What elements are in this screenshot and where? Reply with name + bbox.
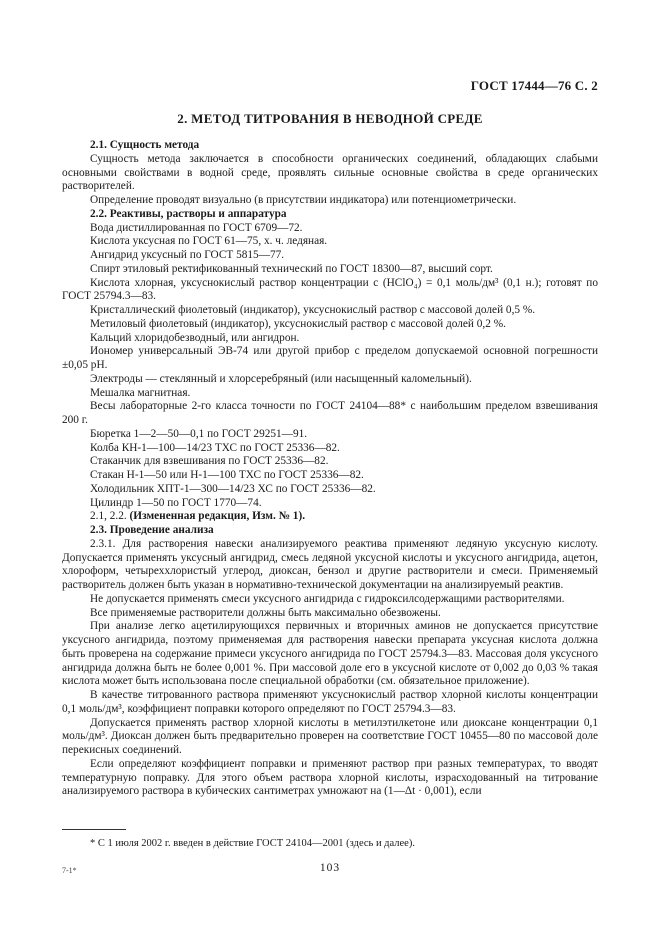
body-paragraph: Сущность метода заключается в способности органических соединений, обладающих слабыми основными свойствами в водной среде, проявлять сильные основные свойства в среде органических растворителей. [62, 152, 598, 193]
body-paragraph: Мешалка магнитная. [90, 386, 191, 399]
document-body [62, 139, 598, 799]
section-title: 2. МЕТОД ТИТРОВАНИЯ В НЕВОДНОЙ СРЕДЕ [177, 111, 483, 126]
footnote: * С 1 июля 2002 г. введен в действие ГОСТ 24104—2001 (здесь и далее). [90, 838, 415, 849]
document-page [62, 0, 598, 936]
body-paragraph: Бюретка 1—2—50—0,1 по ГОСТ 29251—91. [90, 427, 308, 440]
body-paragraph: Метиловый фиолетовый (индикатор), уксуснокислый раствор с массовой долей 0,2 %. [90, 317, 506, 330]
body-paragraph: В качестве титрованного раствора применяют уксуснокислый раствор хлорной кислоты концентрации 0,1 моль/дм³, коэффициент поправки которого определяют по ГОСТ 25794.3—83. [62, 689, 598, 715]
print-mark: 7-1* [62, 866, 77, 875]
body-paragraph: Колба КН-1—100—14/23 ТХС по ГОСТ 25336—82. [90, 441, 340, 454]
footnote-divider [62, 829, 126, 830]
body-paragraph: Определение проводят визуально (в присутствии индикатора) или потенциометрически. [90, 194, 517, 206]
body-paragraph: Кристаллический фиолетовый (индикатор), уксуснокислый раствор с массовой долей 0,5 %. [90, 304, 536, 316]
body-paragraph: При анализе легко ацетилирующихся первичных и вторичных аминов не допускается присутствие уксусного ангидрида, поэтому применяемая для растворения навески препарата уксусная кислота должна быть проверена на содержание примеси уксусного ангидрида по ГОСТ 25794.3—83. Массовая доля уксусного ангидрида должна быть не более 0,001 %. При массовой доле его в уксусной кислоте от 0,002 до 0,03 % такая кислота может быть использована после специальной обработки (см. обязательное приложение). [62, 620, 598, 688]
body-paragraph: Весы лабораторные 2-го класса точности по ГОСТ 24104—88* с наибольшим пределом взвешивания 200 г. [62, 400, 598, 426]
body-paragraph: Холодильник ХПТ-1—300—14/23 ХС по ГОСТ 25336—82. [90, 482, 376, 495]
body-paragraph: Стаканчик для взвешивания по ГОСТ 25336—82. [90, 455, 329, 468]
body-paragraph: Стакан Н-1—50 или Н-1—100 ТХС по ГОСТ 25336—82. [90, 469, 364, 481]
body-paragraph: Электроды — стеклянный и хлорсеребряный (или насыщенный каломельный). [90, 372, 472, 385]
body-paragraph: Кальций хлоридобезводный, или ангидрон. [90, 331, 300, 344]
subsection-heading: 2.3. Проведение анализа [90, 524, 214, 536]
amendment-label: (Измененная редакция, Изм. № 1). [129, 510, 306, 523]
body-paragraph: Кислота уксусная по ГОСТ 61—75, х. ч. ледяная. [90, 235, 328, 248]
subsection-heading: 2.2. Реактивы, растворы и аппаратура [90, 207, 287, 220]
body-paragraph: Цилиндр 1—50 по ГОСТ 1770—74. [90, 496, 262, 509]
body-paragraph: Иономер универсальный ЭВ-74 или другой прибор с пределом допускаемой основной погрешности ±0,05 рН. [62, 345, 598, 371]
body-paragraph: 2.3.1. Для растворения навески анализируемого реактива применяют ледяную уксусную кислоту. Допускается применять уксусный ангидрид, смесь ледяной уксусной кислоты и уксусного ангидрида, ацетон, хлороформ, четыреххлористый углерод, диоксан, бензол и другие растворители и смеси. Применяемый растворитель должен быть указан в нормативно-технической документации на анализируемый реактив. [62, 537, 598, 591]
body-paragraph: Если определяют коэффициент поправки и применяют раствор при разных температурах, то вводят температурную поправку. Для этого объем раствора хлорной кислоты, израсходованный на титрование анализируемого раствора в кубических сантиметрах умножают на (1—Δt · 0,001), если [62, 757, 598, 798]
body-paragraph: Кислота хлорная, уксуснокислый раствор концентрации c (HClO₄) = 0,1 моль/дм³ (0,1 н.); готовят по ГОСТ 25794.3—83. [62, 276, 598, 303]
subsection-heading: 2.1. Сущность метода [90, 139, 200, 151]
running-header: ГОСТ 17444—76 С. 2 [470, 78, 598, 93]
body-paragraph: Все применяемые растворители должны быть максимально обезвожены. [90, 606, 441, 619]
page-number: 103 [319, 862, 341, 874]
body-paragraph: Спирт этиловый ректификованный технический по ГОСТ 18300—87, высший сорт. [90, 262, 493, 275]
body-paragraph: Допускается применять раствор хлорной кислоты в метилэтилкетоне или диоксане концентрации 0,1 моль/дм³. Диоксан должен быть предварительно проверен на соответствие ГОСТ 10455—80 по массовой доле перекисных соединений. [62, 716, 598, 756]
body-paragraph: Не допускается применять смеси уксусного ангидрида с гидроксилсодержащими растворителями. [90, 592, 565, 605]
amendment-note [62, 510, 598, 524]
body-paragraph: Вода дистиллированная по ГОСТ 6709—72. [90, 221, 303, 234]
body-paragraph: Ангидрид уксусный по ГОСТ 5815—77. [90, 249, 285, 261]
amendment-ref: 2.1, 2.2. [90, 510, 130, 523]
